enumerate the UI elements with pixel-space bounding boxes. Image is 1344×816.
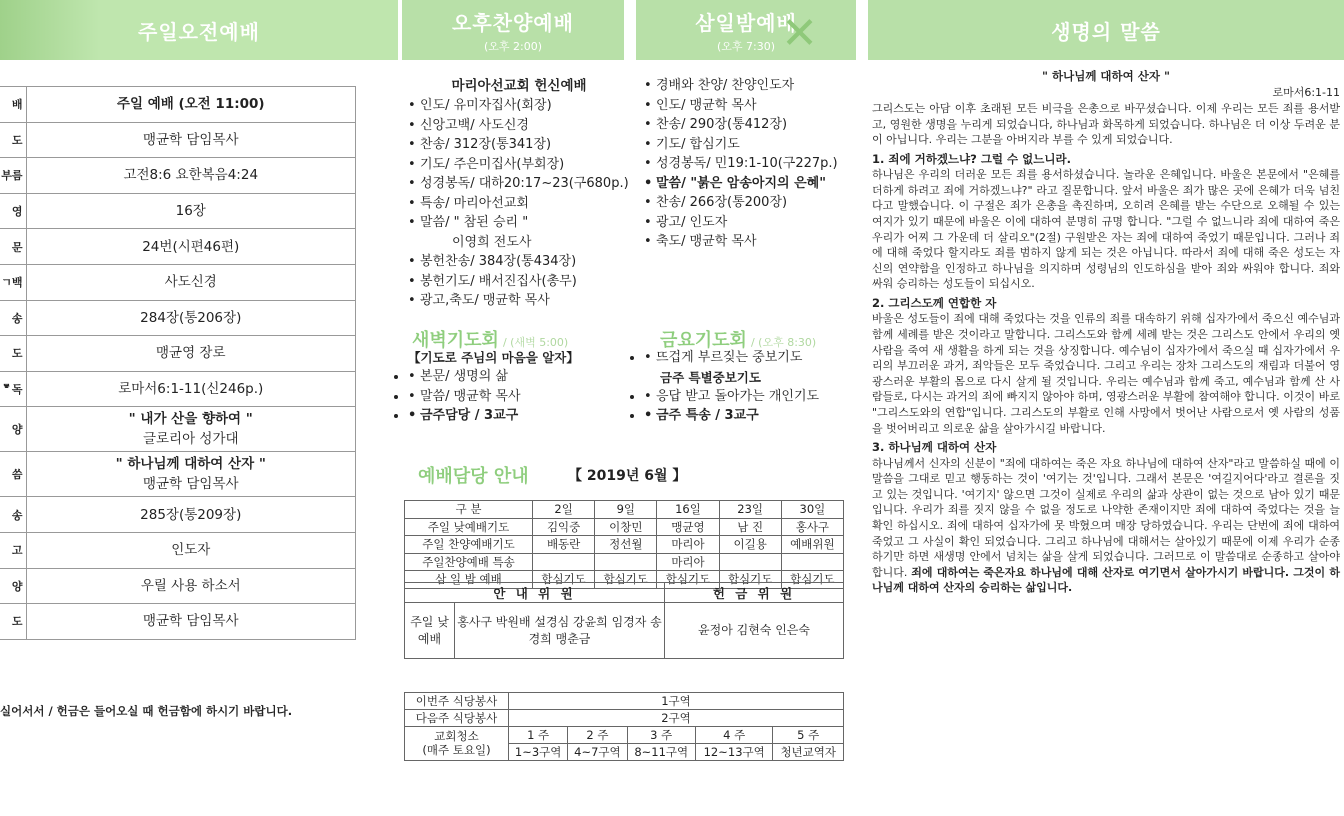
order-value-main: " 내가 산을 향하여 " [128, 411, 253, 428]
order-value [26, 604, 356, 640]
next-week-kitchen-label: 다음주 식당봉사 [405, 710, 509, 727]
order-row [0, 122, 356, 158]
order-row [0, 87, 356, 123]
order-value [26, 532, 356, 568]
order-label: 배 [0, 87, 26, 123]
banner-title: 삼일밤예배 [695, 10, 797, 35]
cleaning-week: 4 주 [695, 727, 773, 744]
list-item: • 성경봉독/ 민19:1-10(구227p.) [644, 154, 854, 174]
roster-row [405, 553, 844, 571]
order-value [26, 371, 356, 407]
order-value [26, 87, 356, 123]
order-value [26, 568, 356, 604]
roster-cell: 정선월 [595, 536, 657, 554]
list-item: • 찬송/ 266장(통200장) [644, 193, 854, 213]
duty-guide-month: 【 2019년 6월 】 [568, 468, 687, 484]
roster-cell: 합심기도 [781, 571, 843, 589]
roster-cell: 예배위원 [781, 536, 843, 554]
order-value-main: 사도신경 [164, 274, 217, 291]
cross-decoration-icon: ✕ [781, 8, 818, 59]
cleaning-week: 2 주 [568, 727, 627, 744]
cleaning-week: 3 주 [627, 727, 695, 744]
order-value-main: 고전8:6 요한복음4:24 [123, 167, 259, 184]
list-item: • 성경봉독/ 대하20:17~23(구680p.) [408, 174, 630, 194]
order-value [26, 158, 356, 194]
dawn-items [408, 367, 579, 426]
order-value-main: 284장(통206장) [140, 309, 242, 326]
cleaning-area: 청년교역자 [773, 744, 844, 761]
duty-guide-title: 예배담당 안내 [418, 466, 529, 487]
roster-cell [719, 553, 781, 571]
order-value-main: 인도자 [171, 542, 211, 559]
order-row [0, 158, 356, 194]
roster-cell: 이길용 [719, 536, 781, 554]
friday-items [644, 348, 819, 368]
sermon-section [872, 68, 1340, 596]
cleaning-label [405, 727, 509, 761]
roster-cell: 주일 찬양예배기도 [405, 536, 533, 554]
order-row [0, 264, 356, 300]
banner-time: (오후 7:30) [716, 39, 776, 53]
sermon-point-3-body [872, 456, 1340, 596]
order-label: 부름 [0, 158, 26, 194]
friday-prayer-info [644, 348, 819, 426]
order-value-main: 맹균학 담임목사 [142, 131, 239, 148]
cleaning-week: 5 주 [773, 727, 844, 744]
roster-header-cell: 2일 [533, 501, 595, 519]
list-item: • 특송/ 마리아선교회 [408, 194, 630, 214]
order-label: 문 [0, 229, 26, 265]
order-row [0, 336, 356, 372]
roster-row [405, 518, 844, 536]
list-item: • 광고,축도/ 맹균학 목사 [408, 291, 630, 311]
order-value-main: 우릴 사용 하소서 [140, 577, 241, 594]
wednesday-items [644, 76, 854, 252]
order-row [0, 371, 356, 407]
order-value-main: 16장 [175, 202, 206, 219]
dawn-theme: 【기도로 주님의 마음을 알자】 [408, 350, 579, 365]
this-week-kitchen-label: 이번주 식당봉사 [405, 693, 509, 710]
order-value-main: 24번(시편46편) [142, 238, 240, 255]
friday-items-2 [644, 387, 819, 426]
roster-header-cell: 30일 [781, 501, 843, 519]
banner-afternoon-worship [402, 0, 624, 60]
sermon-point-1-body: 하나님은 우리의 더러운 모든 죄를 용서하셨습니다. 놀라운 은혜입니다. 바울은 본문에서 "은혜를 더하게 하려고 죄에 거하겠느냐?" 라고 질문합니다. 앞서 바울은 죄가 많은 곳에 은혜가 더욱 넘친다고 말했습니다. 이 구절은 죄가 은총을 촉진하며, 오히려 은혜를 받는 수단으로 오해될 수 있는 여지가 있기 때문에 바울은 이에 대하여 분명히 규명 합니다. "그럴 수 없느니라 죄에 대하여 죽은 우리가 어찌 그 가운데 더 살리오"(2절) 구원받은 자는 죄에 대하여 죽었기 때문입니다. 그러나 죄에 대해 죽었다 할지라도 죄를 범하지 않게 되는 것은 아닙니다. 따라서 죄에 대해 죽은 성도는 자신의 연약함을 인정하고 하나님을 의지하며 성령님의 인도하심을 받아 죄와 싸워야 합니다. 죄와 싸워 승리하는 성도들이 되십시오. [872, 168, 1340, 291]
roster-cell [781, 553, 843, 571]
sermon-title: " 하나님께 대하여 산자 " [1042, 69, 1170, 83]
banner-title: 주일오전예배 [138, 19, 260, 44]
order-row [0, 229, 356, 265]
list-item: • 봉헌기도/ 배서진집사(총무) [408, 272, 630, 292]
banner-title: 생명의 말씀 [1051, 19, 1161, 44]
list-item: • 찬송/ 290장(통412장) [644, 115, 854, 135]
roster-cell: 합심기도 [719, 571, 781, 589]
sermon-point-1-heading: 1. 죄에 거하겠느냐? 그럴 수 없느니라. [872, 151, 1071, 166]
roster-cell: 주일 낮예배기도 [405, 518, 533, 536]
sermon-point-3-heading: 3. 하나님께 대하여 산자 [872, 440, 997, 455]
list-item: • • 응답 받고 돌아가는 개인기도 [644, 387, 819, 407]
order-label: 도 [0, 604, 26, 640]
order-row [0, 497, 356, 533]
cleaning-label-line1: 교회청소 [434, 728, 479, 743]
roster-cell: 맹균영 [657, 518, 719, 536]
order-value [26, 452, 356, 497]
order-label: 양 [0, 407, 26, 452]
afternoon-preacher: 이영희 전도사 [452, 234, 532, 250]
banner-wednesday-worship [636, 0, 856, 60]
order-row [0, 193, 356, 229]
sermon-intro: 그리스도는 아담 이후 초래된 모든 비극을 은총으로 바꾸셨습니다. 이제 우리는 모든 죄를 용서받고, 영원한 생명을 누리게 되었습니다, 하나님과 화목하게 되었습니다. 하나님은 더 이상 두려운 분이 아닙니다. 우리는 그분을 아버지라 부를 수 있게 되었습니다. [872, 101, 1340, 147]
afternoon-heading: 마리아선교회 헌신예배 [451, 78, 587, 94]
order-label: 송 [0, 497, 26, 533]
order-value [26, 229, 356, 265]
dawn-title-text: 새벽기도회 [412, 330, 499, 351]
list-item: • 봉헌찬송/ 384장(통434장) [408, 252, 630, 272]
sermon-reference: 로마서6:1-11 [1272, 86, 1340, 100]
order-row [0, 532, 356, 568]
list-item: • 말씀/ "붉은 암송아지의 은혜" [644, 174, 854, 194]
roster-cell: 합심기도 [595, 571, 657, 589]
roster-header-cell: 구 분 [405, 501, 533, 519]
offering-committee-header: 헌 금 위 원 [665, 583, 844, 603]
order-label: ᄛ독 [0, 371, 26, 407]
sermon-point-2-body: 바울은 성도들이 죄에 대해 죽었다는 것을 인류의 죄를 대속하기 위해 십자가에서 죽으신 예수님과 함께 세례를 받은 것이라고 말합니다. 그리스도와 함께 세례 받는 것은 그리스도 안에서 우리의 옛사람을 죽여 새 생활을 하게 되는 것을 상징합니다. 예수님이 십자가에서 죽으실 때 십자가에서 우리의 부끄러운 과거, 죄악들은 모두 죽었습니다. 그리고 우리는 장차 그리스도의 재림과 더불어 영광스러운 부활의 몸으로 다시 살게 될 것입니다. 우리는 예수님과 함께 죽고, 예수님과 함께 산 사람들로, 다시는 과거의 죄에 빠지지 않아야 하며, 영광스러운 부활에 참여해야 합니다. 이것이 바로 "그리스도와의 연합"입니다. 그리스도의 부활로 인해 사망에서 벗어난 사람으로서 옛 사람의 성품을 벗어버리고 의로운 삶을 살아가시길 바랍니다. [872, 312, 1340, 435]
cleaning-area: 1~3구역 [509, 744, 568, 761]
order-label: 양 [0, 568, 26, 604]
list-item: • 광고/ 인도자 [644, 213, 854, 233]
wednesday-program [644, 76, 854, 252]
duty-roster-table [404, 500, 844, 589]
usher-members: 홍사구 박원배 설경심 강윤희 임경자 송경희 맹춘금 [455, 603, 665, 659]
list-item: • 경배와 찬양/ 찬양인도자 [644, 76, 854, 96]
roster-cell: 마리아 [657, 536, 719, 554]
cleaning-area: 8~11구역 [627, 744, 695, 761]
order-label: 도 [0, 336, 26, 372]
cleaning-label-line2: (매주 토요일) [422, 742, 491, 757]
list-item: • 말씀/ " 참된 승리 " [408, 213, 630, 233]
offering-members: 윤정아 김현숙 인은숙 [665, 603, 844, 659]
roster-cell: 남 진 [719, 518, 781, 536]
order-row [0, 452, 356, 497]
friday-time: / (오후 8:30) [750, 336, 817, 349]
committee-service: 주일 낮예배 [405, 603, 455, 659]
order-value [26, 264, 356, 300]
order-label: 고 [0, 532, 26, 568]
list-item: • 인도/ 맹균학 목사 [644, 96, 854, 116]
sermon-point-2-heading: 2. 그리스도께 연합한 자 [872, 295, 997, 310]
roster-cell [595, 553, 657, 571]
roster-cell [533, 553, 595, 571]
roster-header-cell: 23일 [719, 501, 781, 519]
roster-cell: 배동란 [533, 536, 595, 554]
order-row [0, 604, 356, 640]
worship-order-table [0, 86, 356, 640]
order-label: 송 [0, 300, 26, 336]
roster-header-cell: 9일 [595, 501, 657, 519]
afternoon-items [408, 96, 630, 233]
list-item: • 신앙고백/ 사도신경 [408, 116, 630, 136]
sermon-conclusion: 죄에 대하여는 죽은자요 하나님에 대해 산자로 여기면서 살아가시기 바랍니다. 그것이 하나님께 대하여 산자의 승리하는 삶입니다. [872, 565, 1340, 595]
roster-cell: 삼 일 밤 예배 [405, 571, 533, 589]
list-item: • 기도/ 합심기도 [644, 135, 854, 155]
order-label: 씀 [0, 452, 26, 497]
service-table [404, 692, 844, 761]
committee-table [404, 582, 844, 659]
cleaning-area: 12~13구역 [695, 744, 773, 761]
list-item: • 인도/ 유미자집사(회장) [408, 96, 630, 116]
order-value-main: 맹균학 담임목사 [142, 613, 239, 630]
order-label: ㄱ백 [0, 264, 26, 300]
order-row [0, 300, 356, 336]
list-item: • • 금주 특송 / 3교구 [644, 406, 819, 426]
friday-title-text: 금요기도회 [660, 330, 747, 351]
list-item: • • 본문/ 생명의 삶 [408, 367, 579, 387]
dawn-prayer-info [408, 348, 579, 426]
roster-cell: 합심기도 [533, 571, 595, 589]
roster-header-cell: 16일 [657, 501, 719, 519]
roster-row [405, 536, 844, 554]
banner-title: 오후찬양예배 [452, 10, 574, 35]
list-item: • • 말씀/ 맹균학 목사 [408, 387, 579, 407]
order-value-sub: 글로리아 성가대 [142, 431, 239, 448]
roster-cell: 합심기도 [657, 571, 719, 589]
cleaning-area: 4~7구역 [568, 744, 627, 761]
order-value-main: " 하나님께 대하여 산자 " [115, 456, 266, 473]
cleaning-week: 1 주 [509, 727, 568, 744]
order-value-main: 로마서6:1-11(신246p.) [118, 380, 264, 397]
banner-time: (오후 2:00) [483, 39, 543, 53]
roster-cell: 마리아 [657, 553, 719, 571]
order-value [26, 407, 356, 452]
dawn-time: / (새벽 5:00) [502, 336, 569, 349]
list-item: • • 뜨겁게 부르짖는 중보기도 [644, 348, 819, 368]
order-value [26, 300, 356, 336]
order-value-main: 285장(통209장) [140, 506, 242, 523]
roster-cell: 주일찬양예배 특송 [405, 553, 533, 571]
list-item: • 찬송/ 312장(통341장) [408, 135, 630, 155]
this-week-kitchen: 1구역 [509, 693, 844, 710]
order-value [26, 193, 356, 229]
order-label: 도 [0, 122, 26, 158]
list-item: • 축도/ 맹균학 목사 [644, 232, 854, 252]
order-value-main: 맹균영 장로 [156, 345, 226, 362]
roster-cell: 홍사구 [781, 518, 843, 536]
roster-cell: 이창민 [595, 518, 657, 536]
order-label: 영 [0, 193, 26, 229]
order-row [0, 407, 356, 452]
banner-morning-worship [0, 0, 398, 60]
order-value [26, 122, 356, 158]
afternoon-program [408, 76, 630, 311]
next-week-kitchen: 2구역 [509, 710, 844, 727]
roster-cell: 김익중 [533, 518, 595, 536]
list-item: • 기도/ 주은미집사(부회장) [408, 155, 630, 175]
list-item: • • 금주담당 / 3교구 [408, 406, 579, 426]
order-value-sub: 맹균학 담임목사 [142, 476, 239, 493]
banner-word-of-life [868, 0, 1344, 60]
order-value [26, 497, 356, 533]
order-value-main: 주일 예배 (오전 11:00) [116, 96, 265, 113]
afternoon-items-2 [408, 252, 630, 311]
offering-note: 실어서서 / 헌금은 들어오실 때 헌금함에 하시기 바랍니다. [0, 704, 293, 718]
order-row [0, 568, 356, 604]
order-value [26, 336, 356, 372]
friday-special-prayer: 금주 특별중보기도 [660, 369, 761, 385]
sermon-point-3-text: 하나님께서 신자의 신분이 "죄에 대하여는 죽은 자요 하나님에 대하여 산자"라고 말씀하실 때에 이 말씀을 그대로 믿고 행동하는 것이 '여기는 것'입니다. 그래서 본문은 '여길지어다'라고 결론을 짓고 있는 것입니다. '여기지' 않으면 그것이 실제로 우리의 삶과 상관이 없는 것으로 남아 있기 때문입니다. 우리가 죄를 짓지 않을 수 없을 정도로 나약한 존재이지만 죄에 대하여 죽었다는 것을 늘 확인 하십시오. 죄에 대하여 십자가에 못 박혔으며 매장 당하였습니다. 우리는 단번에 죄에 대하여 죽었고 그 사실이 확인 되었습니다. 그리고 하나님에 대해서는 살아있기 때문에 이제 우리가 순종하기만 하면 새생명 안에서 넘치는 삶을 살게 되었습니다. 그러므로 이 말씀대로 순종하고 살아야 합니다. [872, 456, 1340, 579]
usher-committee-header: 안 내 위 원 [405, 583, 665, 603]
